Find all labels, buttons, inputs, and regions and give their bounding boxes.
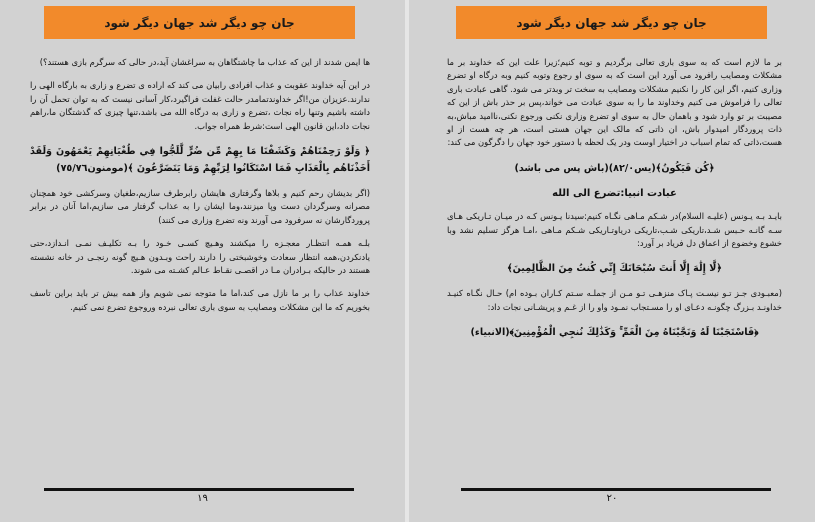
footer-rule [461, 488, 771, 491]
page-number: ٢٠ [606, 493, 618, 504]
paragraph: (اگر بدیشان رحم کنیم و بلاها وگرفتاری هایشان رابرطرف سازیم،طغیان وسرکشی خود همچنان مصرانه وسرگردان دست وپا میزنند،وما ایشان را به عذاب گرفتار می سازیم،اما آنان در برابر پروردگارشان نه سرفرود می آورند ونه تضرع وزاری می کنند) [30, 188, 370, 225]
quran-verse: ﴿فَاسْتَجَبْنَا لَهُ وَنَجَّيْنَاهُ مِنَ الْغَمِّ ۚ وَكَذَٰلِكَ نُنجِي الْمُؤْمِنِينَ﴾(الانبیاء) [470, 327, 759, 339]
paragraph: بر ما لازم است که به سوی باری تعالی برگردیم و توبه کنیم؛زیرا علت این که خداوند بر ما مشکلات ومصایب رافرود می آورد این است که به سوی او رجوع وتوبه کنیم وبه درگاه او تضرع وزاری کنیم، اگر این کار را نکنیم مشکلات ومصایب به سخت تر وبدتر می شود. گاهی عبادت باری تعالی را فراموش می کنیم وخداوند ما را به سوی عبادت می خواند،پس بر حذر باش از این که مصیبت بر تو وارد شود و باهمان حال به سوی او تضرع وزاری نکنی ورجوع نکنی،ناامید مباش،به ذات پروردگار امیدوار باش، ان ذاتی که مالک این جهان هستی است، هر چه هست از او هست،ذاتی که تمام اسباب در اختیار اوست ودر یک لحظه با دستور خود جهان را دگرگون می کند: [447, 57, 782, 148]
footer-rule [44, 488, 354, 491]
paragraph: بایـد بـه یـونس (علیـه السلام)در شـکم مـاهی نگـاه کنیم:سیدنا یـونس کـه در میـان تـاریکی هـای سـه گانـه حـبس شـد،تاریکی شـب،تاریکی دریاوتـاریکی شـکم مـاهی ،امـا هرگز تسلیم نشد وبا خشوع وخضوع از اعماق دل فریاد بر آورد: [447, 211, 782, 249]
quran-verse: ﴿ وَلَوْ رَحِمْنَاهُمْ وَكَشَفْنَا مَا بِهِمْ مِّن ضُرٍّ لَّلَجُّوا فِي طُغْيَانِهِمْ يَعْمَهُونَ وَلَقَدْ أَخَذْنَاهُم بِالْعَذَابِ فَمَا اسْتَكَانُوا لِرَبِّهِمْ وَمَا يَتَضَرَّعُونَ ﴾(مومنون٧٥/٧٦) [30, 146, 370, 175]
section-heading: عبادت انبیا:تضرع الی الله [552, 187, 677, 199]
right-page [409, 0, 815, 522]
left-page [0, 0, 405, 522]
page-header-banner: جان چو دیگر شد جهان دیگر شود [44, 6, 355, 39]
paragraph: خداوند عذاب را بر ما نازل می کند،اما ما متوجه نمی شویم واز همه بیش تر باید براین تاسف بخوریم که ما این مشکلات ومصایب به سوی باری تعالی نبرده وروجوع تضرع نمی کنیم. [30, 288, 370, 312]
paragraph: (معبـودی جـز تـو نيسـت پـاک منزهـی تـو مـن از جملـه سـتم کـاران بـوده ام) حـال نگـاه کنیـد خداونـد بـزرگ چگونـه دعـای او را مسـتجاب نمـود واو را از غـم و پريشـانی نجات داد: [447, 288, 782, 312]
page-header-banner: جان چو دیگر شد جهان دیگر شود [456, 6, 767, 39]
quran-verse: ﴿لَّا إِلَٰهَ إِلَّا أَنتَ سُبْحَانَكَ إِنِّي كُنتُ مِنَ الظَّالِمِينَ﴾ [507, 263, 722, 275]
page-body [30, 56, 370, 324]
paragraph: بلـه همـه انتظـار معجـزه را میکشند وهـیچ کسـی خـود را بـه تکلیـف نمـی انـدازد،حتی یادنکردن،همه انتظار سعادت وخوشبختی را دارند راحت وبـدون هـیچ گونه رنجـی در خانه نشسته هستند در حالیکه بـرادران مـا در اقصـی نقـاط عـالم کشـته می شوند. [30, 238, 370, 276]
page-number: ١٩ [197, 493, 208, 504]
quran-verse: ﴿كُن فَيَكُونُ﴾(یس٨٢/٠)(باش پس می باشد) [514, 162, 715, 174]
paragraph: در این آیه خداوند عقوبت و عذاب افرادی رابیان می کند که اراده ی تضرع و زاری به بارگاه الهی را ندارند.عزیزان من!اگر خداوندتمامدر حالت غفلت فراگیرد،کار آسانی نیست که به توان تحمل آن را داشته باشیم وتنها راه نجات ،تضرع و زاری به درگاه الله می باشد،تنها چیزی که گذشتگان ما،راهم نجات داد،این قانون الهی است:شرط همراه جواب. [30, 80, 370, 131]
page-body [447, 56, 782, 351]
paragraph: ها ایمن شدند از این که عذاب ما چاشتگاهان به سراغشان آید،در حالی که سرگرم بازی هستند؟) [39, 57, 370, 67]
